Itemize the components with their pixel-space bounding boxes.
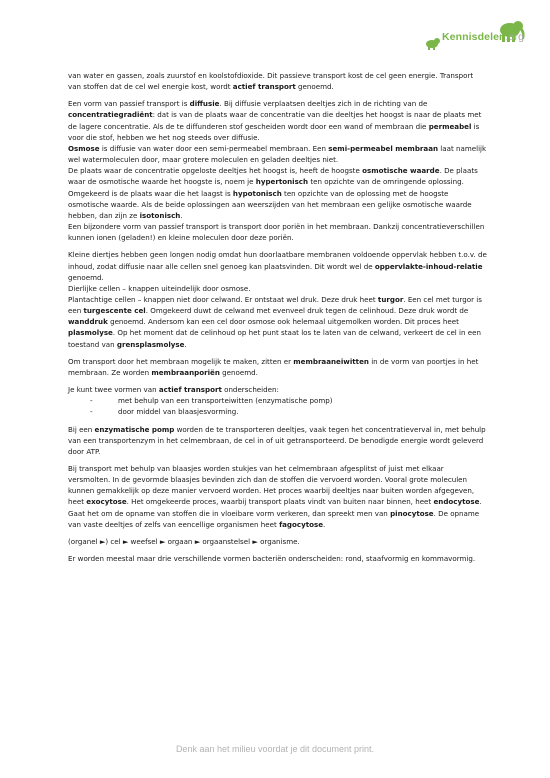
term-plasmolyse: plasmolyse bbox=[68, 328, 113, 338]
text: Bij transport met behulp van blaasjes worden stukjes van het celmembraan afgesplitst of juist met elkaar versmolten. In de gevormde blaasjes bevinden zich dan de stoffen die vervoerd worden. Vooral grote moleculen kunnen gemakkelijk op deze manier vervoerd worden. Het proces waarbij deeltjes naar buiten worden afgegeven, heet bbox=[68, 464, 475, 507]
term-hypotonisch: hypotonisch bbox=[232, 188, 282, 198]
list-dash: - bbox=[90, 396, 93, 406]
text: genoemd. bbox=[68, 272, 104, 282]
paragraph-blaasjes bbox=[68, 463, 488, 530]
term-semi-permeabel-membraan: semi-permeabel membraan bbox=[328, 143, 439, 153]
term-wanddruk: wanddruk bbox=[68, 317, 108, 327]
text: Kleine diertjes hebben geen longen nodig omdat hun doorlaatbare membranen voldoende oppervlak hebben t.o.v. de inhoud, zodat diffusie naar alle cellen snel genoeg kan plaatsvinden. Dit wordt wel de bbox=[68, 250, 487, 271]
list-dash: - bbox=[90, 407, 93, 417]
text: ) cel bbox=[105, 536, 123, 546]
term-membraaneiwitten: membraaneiwitten bbox=[293, 356, 369, 366]
text: . Op het moment dat de celinhoud op het punt staat los te laten van de celwand, verkeert de cel in een toestand van bbox=[68, 328, 481, 349]
text: ten opzichte van de omringende oplossing. Omgekeerd is de plaats waar die het laagst is bbox=[68, 177, 464, 198]
paragraph-osmose bbox=[68, 143, 488, 165]
paragraph-diffusie bbox=[68, 98, 488, 143]
paragraph-membraaneiwitten bbox=[68, 356, 488, 378]
term-exocytose: exocytose bbox=[86, 497, 127, 507]
site-logo[interactable] bbox=[420, 18, 528, 52]
paragraph-osmotische-waarde bbox=[68, 165, 488, 221]
term-actief-transport: actief transport bbox=[158, 385, 222, 395]
term-permeabel: permeabel bbox=[428, 121, 472, 131]
footer-print-note: Denk aan het milieu voordat je dit document print. bbox=[175, 744, 375, 754]
text: van water en gassen, zoals zuurstof en koolstofdioxide. Dit passieve transport kost de cel geen energie. Transport van stoffen dat de cel wel energie kost, wordt bbox=[68, 71, 474, 92]
text: orgaanstelsel bbox=[200, 536, 253, 546]
paragraph-actief-transport-intro bbox=[68, 384, 488, 395]
text: genoemd. bbox=[219, 367, 258, 377]
text: onderscheiden: bbox=[221, 385, 279, 395]
term-osmotische-waarde: osmotische waarde bbox=[362, 166, 440, 176]
text: laat namelijk wel watermoleculen door, maar grotere moleculen en geladen deeltjes niet. bbox=[68, 143, 487, 165]
text: genoemd. bbox=[295, 82, 334, 92]
text: genoemd. Andersom kan een cel door osmose ook helemaal uitgemolken worden. Dit proces heet bbox=[107, 317, 459, 327]
paragraph-organisatieniveaus bbox=[68, 536, 488, 547]
logo-wordmark bbox=[442, 31, 524, 43]
text: Een vorm van passief transport is bbox=[68, 99, 190, 109]
paragraph-enzymatische-pomp bbox=[68, 424, 488, 457]
text: Plantachtige cellen – knappen niet door celwand. Er ontstaat wel druk. Deze druk heet bbox=[68, 294, 378, 304]
list-item bbox=[68, 395, 488, 406]
text: . bbox=[323, 519, 326, 529]
text: Je kunt twee vormen van bbox=[68, 385, 159, 395]
text: is diffusie van water door een semi-permeabel membraan. Een bbox=[99, 143, 329, 153]
term-pinocytose: pinocytose bbox=[390, 508, 434, 518]
paragraph-porien bbox=[68, 221, 488, 243]
term-endocytose: endocytose bbox=[433, 497, 480, 507]
arrow-right-icon: ► bbox=[252, 536, 258, 546]
logo-text-kennis: Kennis bbox=[442, 31, 478, 43]
arrow-right-icon: ► bbox=[194, 536, 201, 546]
paragraph-bacterien bbox=[68, 553, 488, 564]
arrow-right-icon: ► bbox=[122, 536, 129, 546]
text: Een bijzondere vorm van passief transport is transport door poriën in het membraan. Dankzij concentratieverschillen kunnen ionen (geladen!) en kleine moleculen door deze poriën. bbox=[68, 222, 485, 243]
term-actief-transport: actief transport bbox=[232, 82, 296, 92]
text: is voor die stof, hebben we het nog steeds over diffusie. bbox=[68, 121, 480, 142]
text: ten opzichte van de oplossing met de hoogste osmotische waarde. Als de beide oplossingen aan weerszijden van het membraan een gelijke osmotische waarde hebben, dan zijn ze bbox=[68, 188, 472, 220]
term-hypertonisch: hypertonisch bbox=[255, 177, 309, 187]
text: worden de te transporteren deeltjes, vaak tegen het concentratieverval in, met behulp van een transportenzym in het celmembraan, de cel in of uit getransporteerd. De benodigde energie wordt geleverd door ATP. bbox=[68, 424, 486, 456]
text: Er worden meestal maar drie verschillende vormen bacteriën onderscheiden: rond, staafvormig en kommavormig. bbox=[68, 554, 476, 564]
text: organisme. bbox=[257, 536, 300, 546]
text: Om transport door het membraan mogelijk te maken, zitten er bbox=[68, 356, 294, 366]
paragraph-dierlijke-cellen bbox=[68, 283, 488, 294]
term-turgor: turgor bbox=[377, 294, 404, 304]
arrow-right-icon: ► bbox=[159, 536, 166, 546]
text: Dierlijke cellen – knappen uiteindelijk door osmose. bbox=[68, 283, 251, 293]
paragraph-oppervlakte-inhoud bbox=[68, 249, 488, 282]
text: Bij een bbox=[68, 424, 95, 434]
text: . De plaats waar de osmotische waarde het hoogste is, noem je bbox=[68, 166, 478, 187]
text: . bbox=[180, 210, 183, 220]
term-oppervlakte-inhoud-relatie: oppervlakte-inhoud-relatie bbox=[374, 261, 483, 271]
text: De plaats waar de concentratie opgeloste deeltjes het hoogst is, heeft de hoogste bbox=[68, 166, 363, 176]
text: . Een cel met turgor is een bbox=[68, 294, 482, 316]
logo-text-org: .org bbox=[505, 31, 525, 43]
term-enzymatische-pomp: enzymatische pomp bbox=[94, 424, 175, 434]
term-concentratiegradient: concentratiegradiënt bbox=[68, 110, 153, 120]
actief-transport-list bbox=[68, 395, 488, 417]
term-osmose: Osmose bbox=[68, 143, 100, 153]
term-diffusie: diffusie bbox=[189, 99, 220, 109]
text: . De opname van vaste deeltjes of zelfs van eencellige organismen heet bbox=[68, 508, 480, 529]
term-isotonisch: isotonisch bbox=[139, 210, 181, 220]
list-item bbox=[68, 406, 488, 417]
paragraph-plantachtige-cellen bbox=[68, 294, 488, 350]
logo-text-delen: delen bbox=[477, 31, 506, 43]
text: . bbox=[184, 339, 187, 349]
term-grensplasmolyse: grensplasmolyse bbox=[116, 339, 185, 349]
text: weefsel bbox=[128, 536, 160, 546]
text: orgaan bbox=[165, 536, 195, 546]
text: . Gaat het om de opname van stoffen die in vloeibare vorm verkeren, dan spreekt men van bbox=[68, 497, 482, 518]
arrow-right-icon: ► bbox=[99, 536, 106, 546]
list-item-text: met behulp van een transporteiwitten (enzymatische pomp) bbox=[118, 396, 333, 406]
text: in de vorm van poortjes in het membraan. Ze worden bbox=[68, 356, 479, 377]
list-item-text: door middel van blaasjesvorming. bbox=[118, 407, 239, 417]
paragraph-passive-transport bbox=[68, 70, 488, 92]
document-body bbox=[68, 70, 488, 570]
text: . Omgekeerd duwt de celwand met evenveel druk tegen de celinhoud. Deze druk wordt de bbox=[145, 306, 469, 316]
text: . Bij diffusie verplaatsen deeltjes zich in de richting van de bbox=[219, 99, 428, 109]
text: : dat is van de plaats waar de concentratie van die deeltjes het hoogst is naar de plaats met de lagere concentratie. Als de te diffunderen stof gescheiden wordt door een wand of membraan die bbox=[68, 110, 482, 131]
term-fagocytose: fagocytose bbox=[279, 519, 324, 529]
term-turgescente-cel: turgescente cel bbox=[83, 306, 146, 316]
term-membraanporien: membraanporiën bbox=[151, 367, 220, 377]
text: . Het omgekeerde proces, waarbij transport plaats vindt van buiten naar binnen, heet bbox=[126, 497, 434, 507]
text: (organel bbox=[68, 536, 100, 546]
